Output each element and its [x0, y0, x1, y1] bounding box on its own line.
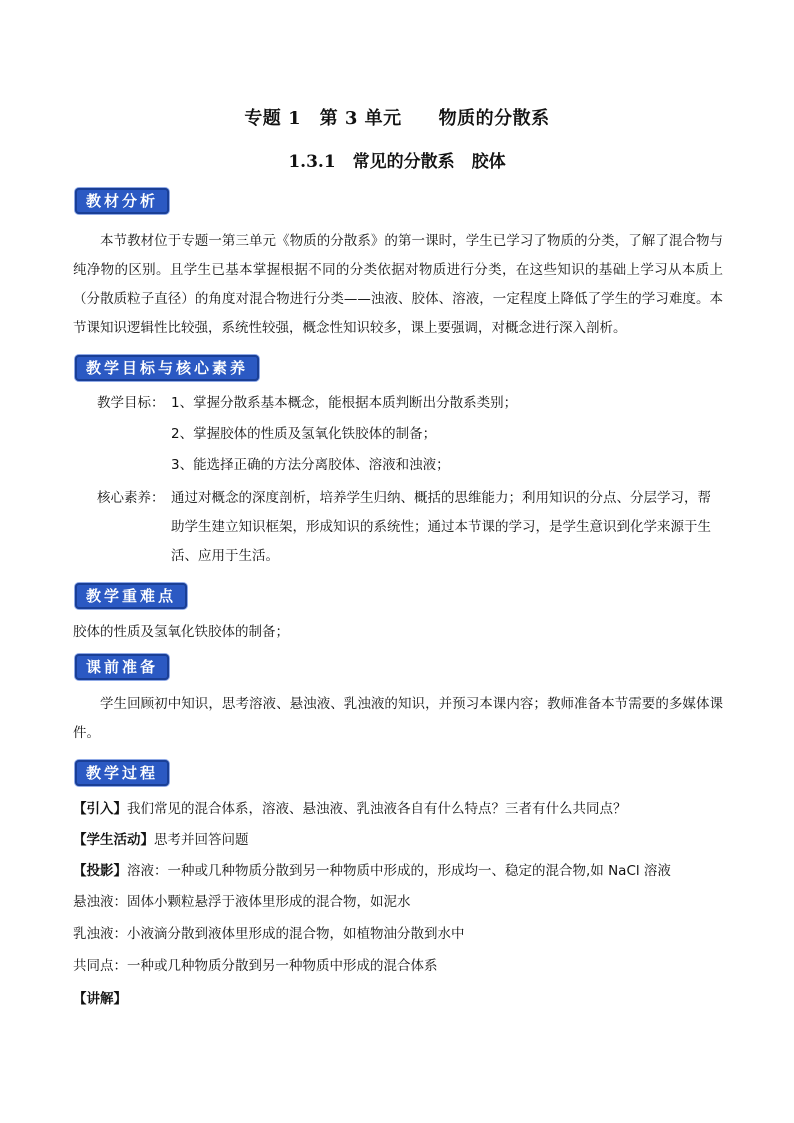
section-badge-difficulty: 教学重难点	[75, 583, 187, 609]
section-badge-prep: 课前准备	[75, 654, 169, 680]
goal-item-1: 1、掌握分散系基本概念，能根据本质判断出分散系类别；	[171, 395, 518, 411]
process-text: 思考并回答问题	[154, 832, 249, 848]
section-badge-goals: 教学目标与核心素养	[75, 355, 259, 381]
process-line-suspension	[73, 888, 411, 917]
process-line-activity	[73, 826, 249, 855]
literacy-label: 核心素养：	[97, 490, 165, 506]
process-tag: 【学生活动】	[73, 832, 154, 848]
literacy-text: 通过对概念的深度剖析，培养学生归纳、概括的思维能力；利用知识的分点、分层学习，帮助学生建立知识框架，形成知识的系统性；通过本节课的学习，是学生意识到化学来源于生活、应用于生活。	[171, 490, 711, 564]
process-line-explain	[73, 985, 127, 1014]
difficulty-text: 胶体的性质及氢氧化铁胶体的制备；	[73, 624, 289, 640]
analysis-paragraph: 本节教材位于专题一第三单元《物质的分散系》的第一课时，学生已学习了物质的分类，了解了混合物与纯净物的区别。且学生已基本掌握根据不同的分类依据对物质进行分类，在这些知识的基础上学习从本质上（分散质粒子直径）的角度对混合物进行分类——浊液、胶体、溶液，一定程度上降低了学生的学习难度。本节课知识逻辑性比较强，系统性较强，概念性知识较多，课上要强调，对概念进行深入剖析。	[73, 233, 723, 336]
section-badge-process: 教学过程	[75, 760, 169, 786]
section-badge-analysis: 教材分析	[75, 188, 169, 214]
process-line-projection	[73, 857, 671, 886]
process-text: 悬浊液：固体小颗粒悬浮于液体里形成的混合物，如泥水	[73, 894, 411, 910]
process-line-emulsion	[73, 920, 465, 949]
process-text: 我们常见的混合体系，溶液、悬浊液、乳浊液各自有什么特点？三者有什么共同点？	[127, 801, 627, 817]
process-text: 共同点：一种或几种物质分散到另一种物质中形成的混合体系	[73, 958, 438, 974]
goal-item-3: 3、能选择正确的方法分离胶体、溶液和浊液；	[171, 457, 450, 473]
process-tag: 【讲解】	[73, 991, 127, 1007]
process-line-common	[73, 952, 438, 981]
process-text: 溶液：一种或几种物质分散到另一种物质中形成的，形成均一、稳定的混合物,如 NaCl 溶液	[127, 863, 671, 879]
process-line-intro	[73, 795, 627, 824]
goals-label: 教学目标：	[97, 395, 165, 411]
goal-item-2: 2、掌握胶体的性质及氢氧化铁胶体的制备；	[171, 426, 437, 442]
lesson-title: 1.3.1 常见的分散系 胶体	[288, 152, 506, 172]
topic-title: 专题 1 第 3 单元 物质的分散系	[244, 108, 550, 129]
process-text: 乳浊液：小液滴分散到液体里形成的混合物，如植物油分散到水中	[73, 926, 465, 942]
process-tag: 【引入】	[73, 801, 127, 817]
process-tag: 【投影】	[73, 863, 127, 879]
prep-paragraph: 学生回顾初中知识，思考溶液、悬浊液、乳浊液的知识，并预习本课内容；教师准备本节需要的多媒体课件。	[73, 696, 723, 741]
